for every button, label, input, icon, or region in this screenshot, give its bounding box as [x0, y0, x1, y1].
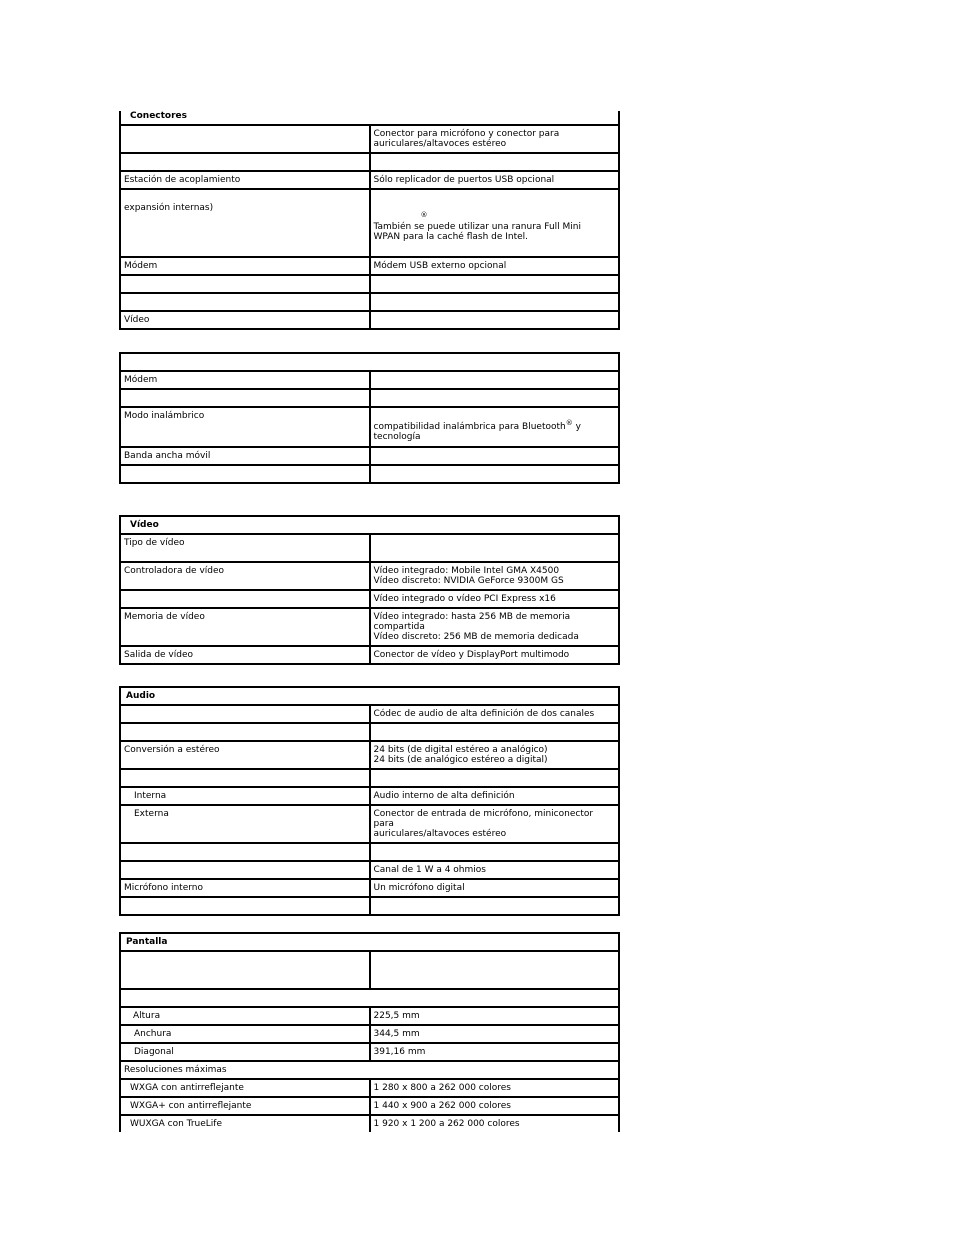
mic-label: Micrófono interno: [120, 879, 370, 897]
mic-value: Un micrófono digital: [370, 879, 620, 897]
comm-modem-label: Módem: [120, 371, 370, 389]
wxga-label: WXGA con antirreflejante: [120, 1079, 370, 1097]
pantalla-title: Pantalla: [120, 933, 619, 951]
video-bus-value: Vídeo integrado o vídeo PCI Express x16: [370, 590, 620, 608]
stereo-label: Conversión a estéreo: [120, 741, 370, 769]
expansion-label: expansión internas): [120, 189, 370, 257]
display-height-label: Altura: [120, 1007, 370, 1025]
stereo-value: 24 bits (de digital estéreo a analógico) 24 bits (de analógico estéreo a digital): [370, 741, 620, 769]
resolutions-label: Resoluciones máximas: [120, 1061, 619, 1079]
audio-connector-value: Conector para micrófono y conector para auriculares/altavoces estéreo: [370, 125, 620, 153]
video-title: Vídeo: [120, 516, 619, 534]
mobile-broadband-label: Banda ancha móvil: [120, 447, 370, 465]
audio-external-label: Externa: [120, 805, 370, 843]
wireless-label: Modo inalámbrico: [120, 407, 370, 447]
pantalla-table: [119, 932, 620, 1132]
video-table: [119, 515, 620, 665]
wxgaplus-value: 1 440 x 900 a 262 000 colores: [370, 1097, 620, 1115]
display-diagonal-label: Diagonal: [120, 1043, 370, 1061]
video-memory-value: Vídeo integrado: hasta 256 MB de memoria compartida Vídeo discreto: 256 MB de memoria dedicada: [370, 608, 620, 646]
expansion-value: También se puede utilizar una ranura Full Mini WPAN para la caché flash de Intel.: [373, 222, 581, 242]
audio-codec-value: Códec de audio de alta definición de dos canales: [370, 705, 620, 723]
wxga-value: 1 280 x 800 a 262 000 colores: [370, 1079, 620, 1097]
conectores-table: [119, 111, 620, 330]
modem-value: Módem USB externo opcional: [370, 257, 620, 275]
conectores-title: Conectores: [120, 111, 619, 125]
wuxga-label: WUXGA con TrueLife: [120, 1115, 370, 1132]
video-output-value: Conector de vídeo y DisplayPort multimodo: [370, 646, 620, 664]
video-output-label: Salida de vídeo: [120, 646, 370, 664]
display-width-label: Anchura: [120, 1025, 370, 1043]
registered-mark: ®: [420, 211, 428, 219]
comunicaciones-table: [119, 352, 620, 484]
video-controller-value: Vídeo integrado: Mobile Intel GMA X4500 Vídeo discreto: NVIDIA GeForce 9300M GS: [370, 562, 620, 590]
wireless-value-a: compatibilidad inalámbrica para Bluetooth: [373, 422, 566, 432]
display-height-value: 225,5 mm: [370, 1007, 620, 1025]
video-connector-label: Vídeo: [120, 311, 370, 329]
video-memory-label: Memoria de vídeo: [120, 608, 370, 646]
speaker-value: Canal de 1 W a 4 ohmios: [370, 861, 620, 879]
video-type-label: Tipo de vídeo: [120, 534, 370, 562]
audio-title: Audio: [120, 687, 619, 705]
audio-table: [119, 686, 620, 916]
audio-internal-value: Audio interno de alta definición: [370, 787, 620, 805]
docking-value: Sólo replicador de puertos USB opcional: [370, 171, 620, 189]
display-diagonal-value: 391,16 mm: [370, 1043, 620, 1061]
audio-external-value: Conector de entrada de micrófono, miniconector para auriculares/altavoces estéreo: [370, 805, 620, 843]
registered-mark: ®: [565, 419, 573, 427]
video-controller-label: Controladora de vídeo: [120, 562, 370, 590]
audio-internal-label: Interna: [120, 787, 370, 805]
docking-label: Estación de acoplamiento: [120, 171, 370, 189]
wuxga-value: 1 920 x 1 200 a 262 000 colores: [370, 1115, 620, 1132]
modem-label: Módem: [120, 257, 370, 275]
display-width-value: 344,5 mm: [370, 1025, 620, 1043]
wireless-value-b: y tecnología: [373, 422, 581, 442]
wxgaplus-label: WXGA+ con antirreflejante: [120, 1097, 370, 1115]
